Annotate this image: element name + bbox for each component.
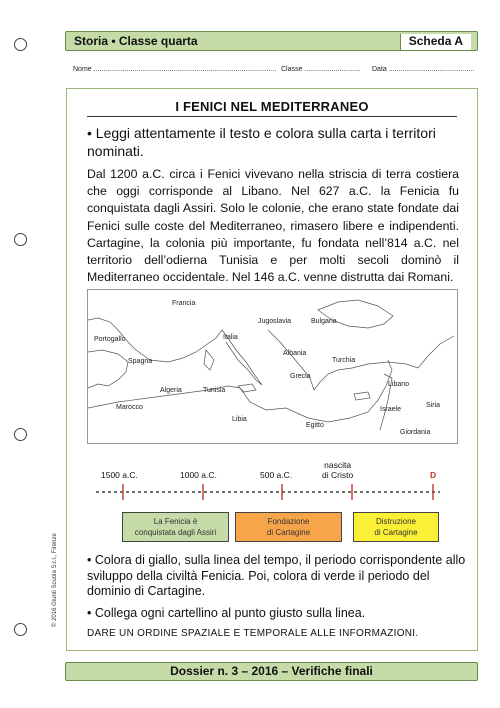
label-egitto: Egitto <box>306 422 324 429</box>
timeline-label-nascita: nascita di Cristo <box>322 460 354 480</box>
label-turchia: Turchia <box>332 357 356 364</box>
instruction-connect: • Collega ogni cartellino al punto giusto sulla linea. <box>87 606 366 620</box>
timeline-label-500: 500 a.C. <box>260 470 293 480</box>
punch-hole-1 <box>14 38 27 51</box>
header-bar <box>65 31 478 51</box>
label-italia: Italia <box>223 334 238 341</box>
classe-field: Classe ............................. <box>281 66 361 73</box>
card-distruzione-cartagine: Distruzione di Cartagine <box>353 512 439 542</box>
punch-hole-2 <box>14 233 27 246</box>
timeline-label-end: D <box>430 470 437 480</box>
body-text: Dal 1200 a.C. circa i Fenici vivevano nella striscia di terra costiera che oggi corrisponde al Libano. Nel 627 a.C. la Fenicia fu conquistata dagli Assiri. Solo le colonie, che erano state fondate dai Fenici sulle coste del Mediterraneo, rimasero libere e indipendenti. Cartagine, la colonia più importante, fu fondata nell’814 a.C. nel territorio dell’odierna Tunisia e per molti secoli dominò il Mediterraneo occidentale. Nel 146 a.C. venne distrutta dai Romani. <box>87 167 459 285</box>
punch-hole-3 <box>14 428 27 441</box>
card-fenicia-conquistata: La Fenicia è conquistata dagli Assiri <box>122 512 229 542</box>
name-field: Nome .............................................................................................. <box>73 66 277 73</box>
instruction-read: • Leggi attentamente il testo e colora sulla carta i territori nominati. <box>87 125 436 159</box>
label-libia: Libia <box>232 416 247 423</box>
mediterranean-map <box>87 289 458 444</box>
label-spagna: Spagna <box>128 358 153 365</box>
timeline-line <box>90 474 450 504</box>
header-subject: Storia • Classe quarta <box>74 34 198 48</box>
label-giordania: Giordania <box>400 429 431 436</box>
punch-hole-4 <box>14 623 27 636</box>
instruction-color: • Colora di giallo, sulla linea del tempo, il periodo corrispondente allo sviluppo della civiltà Fenicia. Poi, colora di verde il periodo del dominio di Cartagine. <box>87 553 466 598</box>
timeline-label-1000: 1000 a.C. <box>180 470 217 480</box>
label-tunisia: Tunisia <box>203 387 226 394</box>
label-bulgaria: Bulgaria <box>311 318 337 325</box>
label-algeria: Algeria <box>160 387 182 394</box>
data-field: Data ............................................ <box>372 66 475 73</box>
label-jugoslavia: Jugoslavia <box>258 318 292 325</box>
card-fondazione-cartagine: Fondazione di Cartagine <box>235 512 342 542</box>
timeline-label-1500: 1500 a.C. <box>101 470 138 480</box>
label-israele: Israele <box>380 406 402 413</box>
page-title: I FENICI NEL MEDITERRANEO <box>175 99 369 114</box>
label-portogallo: Portogallo <box>94 336 126 343</box>
map-outline <box>88 290 458 444</box>
label-siria: Siria <box>426 402 441 409</box>
label-libano: Libano <box>388 381 410 388</box>
label-marocco: Marocco <box>116 404 143 411</box>
header-sheet: Scheda A <box>400 34 471 50</box>
label-francia: Francia <box>172 300 196 307</box>
note-text: DARE UN ORDINE SPAZIALE E TEMPORALE ALLE INFORMAZIONI. <box>87 628 419 639</box>
footer-bar: Dossier n. 3 – 2016 – Verifiche finali <box>65 662 478 681</box>
label-albania: Albania <box>283 350 307 357</box>
title-rule <box>87 116 457 117</box>
copyright-text: © 2016 Giunti Scuola S.r.l., Firenze <box>52 533 58 627</box>
label-grecia: Grecia <box>290 373 311 380</box>
